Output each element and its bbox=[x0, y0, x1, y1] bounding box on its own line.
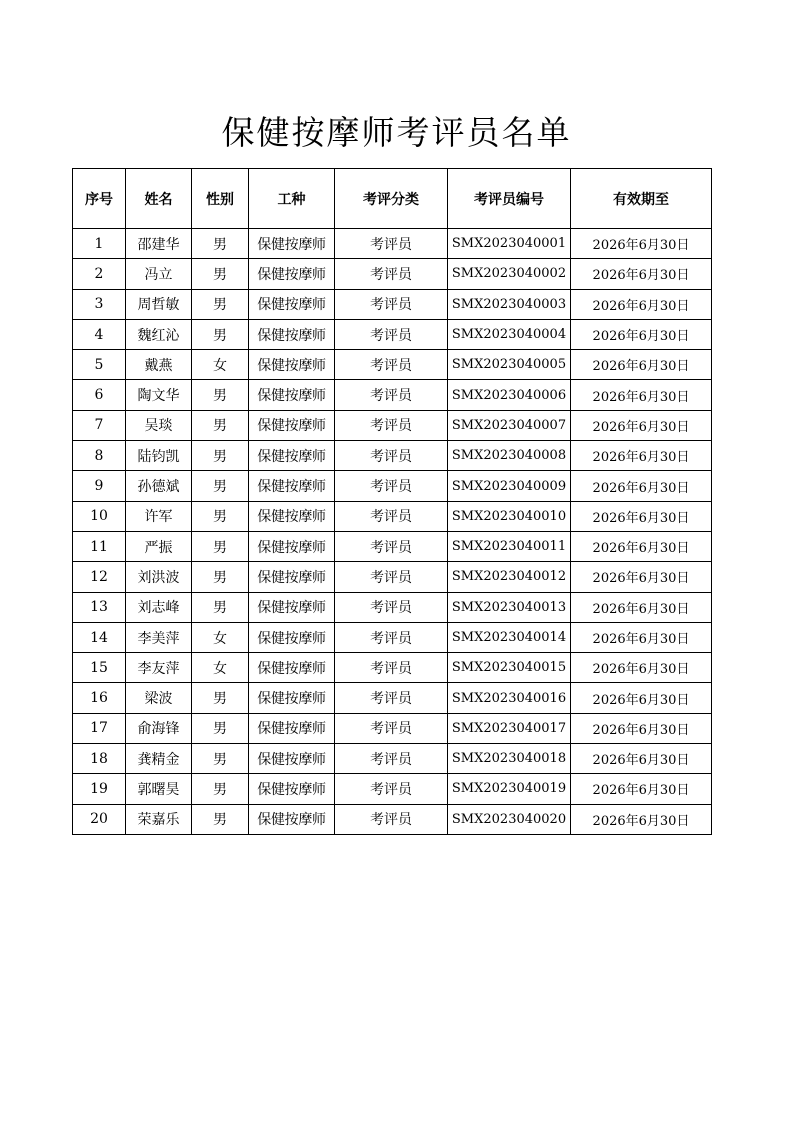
cell-name: 吴琰 bbox=[126, 410, 192, 440]
cell-category: 考评员 bbox=[335, 713, 448, 743]
cell-category: 考评员 bbox=[335, 622, 448, 652]
cell-gender: 男 bbox=[192, 501, 249, 531]
table-row bbox=[73, 350, 712, 380]
cell-code: SMX2023040001 bbox=[448, 229, 571, 259]
cell-gender: 男 bbox=[192, 319, 249, 349]
cell-code: SMX2023040002 bbox=[448, 259, 571, 289]
column-header-category: 考评分类 bbox=[335, 169, 448, 229]
cell-valid: 2026年6月30日 bbox=[571, 713, 712, 743]
cell-gender: 男 bbox=[192, 683, 249, 713]
column-header-no: 序号 bbox=[73, 169, 126, 229]
cell-name: 俞海锋 bbox=[126, 713, 192, 743]
cell-no: 10 bbox=[73, 501, 126, 531]
cell-name: 刘志峰 bbox=[126, 592, 192, 622]
table-row bbox=[73, 410, 712, 440]
cell-no: 6 bbox=[73, 380, 126, 410]
cell-category: 考评员 bbox=[335, 562, 448, 592]
cell-no: 19 bbox=[73, 774, 126, 804]
cell-type: 保健按摩师 bbox=[249, 501, 335, 531]
table-row bbox=[73, 259, 712, 289]
table-row bbox=[73, 744, 712, 774]
cell-name: 龚精金 bbox=[126, 744, 192, 774]
cell-category: 考评员 bbox=[335, 683, 448, 713]
cell-code: SMX2023040006 bbox=[448, 380, 571, 410]
cell-category: 考评员 bbox=[335, 592, 448, 622]
cell-name: 刘洪波 bbox=[126, 562, 192, 592]
table-row bbox=[73, 774, 712, 804]
cell-gender: 女 bbox=[192, 653, 249, 683]
cell-name: 邵建华 bbox=[126, 229, 192, 259]
cell-type: 保健按摩师 bbox=[249, 653, 335, 683]
cell-no: 15 bbox=[73, 653, 126, 683]
cell-name: 戴燕 bbox=[126, 350, 192, 380]
cell-code: SMX2023040011 bbox=[448, 531, 571, 561]
cell-name: 郭曙昊 bbox=[126, 774, 192, 804]
cell-category: 考评员 bbox=[335, 531, 448, 561]
cell-valid: 2026年6月30日 bbox=[571, 380, 712, 410]
cell-valid: 2026年6月30日 bbox=[571, 471, 712, 501]
table-row bbox=[73, 562, 712, 592]
cell-valid: 2026年6月30日 bbox=[571, 229, 712, 259]
cell-code: SMX2023040017 bbox=[448, 713, 571, 743]
cell-no: 7 bbox=[73, 410, 126, 440]
cell-no: 8 bbox=[73, 441, 126, 471]
cell-type: 保健按摩师 bbox=[249, 804, 335, 834]
cell-no: 1 bbox=[73, 229, 126, 259]
cell-code: SMX2023040020 bbox=[448, 804, 571, 834]
column-header-name: 姓名 bbox=[126, 169, 192, 229]
cell-type: 保健按摩师 bbox=[249, 410, 335, 440]
cell-gender: 男 bbox=[192, 744, 249, 774]
cell-gender: 女 bbox=[192, 350, 249, 380]
cell-category: 考评员 bbox=[335, 471, 448, 501]
cell-gender: 女 bbox=[192, 622, 249, 652]
table-body bbox=[73, 229, 712, 835]
cell-name: 冯立 bbox=[126, 259, 192, 289]
cell-type: 保健按摩师 bbox=[249, 259, 335, 289]
table-row bbox=[73, 683, 712, 713]
cell-type: 保健按摩师 bbox=[249, 319, 335, 349]
cell-valid: 2026年6月30日 bbox=[571, 683, 712, 713]
cell-name: 陶文华 bbox=[126, 380, 192, 410]
cell-category: 考评员 bbox=[335, 259, 448, 289]
cell-category: 考评员 bbox=[335, 501, 448, 531]
cell-no: 16 bbox=[73, 683, 126, 713]
cell-type: 保健按摩师 bbox=[249, 683, 335, 713]
cell-category: 考评员 bbox=[335, 441, 448, 471]
cell-category: 考评员 bbox=[335, 380, 448, 410]
column-header-type: 工种 bbox=[249, 169, 335, 229]
cell-category: 考评员 bbox=[335, 804, 448, 834]
table-row bbox=[73, 713, 712, 743]
cell-category: 考评员 bbox=[335, 653, 448, 683]
cell-category: 考评员 bbox=[335, 410, 448, 440]
cell-valid: 2026年6月30日 bbox=[571, 592, 712, 622]
cell-type: 保健按摩师 bbox=[249, 441, 335, 471]
cell-gender: 男 bbox=[192, 441, 249, 471]
cell-type: 保健按摩师 bbox=[249, 531, 335, 561]
cell-name: 魏红沁 bbox=[126, 319, 192, 349]
cell-code: SMX2023040005 bbox=[448, 350, 571, 380]
cell-code: SMX2023040009 bbox=[448, 471, 571, 501]
cell-gender: 男 bbox=[192, 531, 249, 561]
cell-code: SMX2023040019 bbox=[448, 774, 571, 804]
cell-no: 9 bbox=[73, 471, 126, 501]
cell-gender: 男 bbox=[192, 380, 249, 410]
cell-type: 保健按摩师 bbox=[249, 774, 335, 804]
table-row bbox=[73, 229, 712, 259]
cell-type: 保健按摩师 bbox=[249, 229, 335, 259]
cell-code: SMX2023040004 bbox=[448, 319, 571, 349]
cell-no: 3 bbox=[73, 289, 126, 319]
cell-valid: 2026年6月30日 bbox=[571, 441, 712, 471]
table-row bbox=[73, 441, 712, 471]
cell-category: 考评员 bbox=[335, 289, 448, 319]
cell-name: 李美萍 bbox=[126, 622, 192, 652]
cell-valid: 2026年6月30日 bbox=[571, 319, 712, 349]
cell-valid: 2026年6月30日 bbox=[571, 501, 712, 531]
cell-gender: 男 bbox=[192, 229, 249, 259]
cell-type: 保健按摩师 bbox=[249, 713, 335, 743]
cell-name: 孙德斌 bbox=[126, 471, 192, 501]
cell-valid: 2026年6月30日 bbox=[571, 531, 712, 561]
cell-no: 11 bbox=[73, 531, 126, 561]
cell-name: 陆钧凯 bbox=[126, 441, 192, 471]
cell-type: 保健按摩师 bbox=[249, 350, 335, 380]
cell-type: 保健按摩师 bbox=[249, 592, 335, 622]
table-row bbox=[73, 531, 712, 561]
cell-category: 考评员 bbox=[335, 350, 448, 380]
cell-category: 考评员 bbox=[335, 774, 448, 804]
table-row bbox=[73, 804, 712, 834]
cell-type: 保健按摩师 bbox=[249, 562, 335, 592]
table-row bbox=[73, 319, 712, 349]
cell-no: 2 bbox=[73, 259, 126, 289]
cell-category: 考评员 bbox=[335, 744, 448, 774]
cell-code: SMX2023040015 bbox=[448, 653, 571, 683]
cell-valid: 2026年6月30日 bbox=[571, 562, 712, 592]
cell-no: 20 bbox=[73, 804, 126, 834]
column-header-valid: 有效期至 bbox=[571, 169, 712, 229]
cell-gender: 男 bbox=[192, 410, 249, 440]
cell-code: SMX2023040008 bbox=[448, 441, 571, 471]
examiner-table bbox=[72, 168, 712, 835]
cell-gender: 男 bbox=[192, 774, 249, 804]
cell-gender: 男 bbox=[192, 592, 249, 622]
cell-gender: 男 bbox=[192, 562, 249, 592]
cell-name: 荣嘉乐 bbox=[126, 804, 192, 834]
cell-name: 周哲敏 bbox=[126, 289, 192, 319]
column-header-gender: 性别 bbox=[192, 169, 249, 229]
cell-category: 考评员 bbox=[335, 229, 448, 259]
table-row bbox=[73, 622, 712, 652]
cell-code: SMX2023040013 bbox=[448, 592, 571, 622]
cell-valid: 2026年6月30日 bbox=[571, 410, 712, 440]
table-row bbox=[73, 289, 712, 319]
cell-name: 许军 bbox=[126, 501, 192, 531]
cell-code: SMX2023040014 bbox=[448, 622, 571, 652]
cell-valid: 2026年6月30日 bbox=[571, 259, 712, 289]
cell-no: 18 bbox=[73, 744, 126, 774]
cell-valid: 2026年6月30日 bbox=[571, 804, 712, 834]
cell-no: 17 bbox=[73, 713, 126, 743]
cell-name: 严振 bbox=[126, 531, 192, 561]
cell-valid: 2026年6月30日 bbox=[571, 289, 712, 319]
table-row bbox=[73, 653, 712, 683]
cell-gender: 男 bbox=[192, 804, 249, 834]
cell-code: SMX2023040018 bbox=[448, 744, 571, 774]
column-header-code: 考评员编号 bbox=[448, 169, 571, 229]
cell-category: 考评员 bbox=[335, 319, 448, 349]
cell-no: 14 bbox=[73, 622, 126, 652]
cell-no: 4 bbox=[73, 319, 126, 349]
cell-code: SMX2023040007 bbox=[448, 410, 571, 440]
table-row bbox=[73, 501, 712, 531]
cell-type: 保健按摩师 bbox=[249, 380, 335, 410]
cell-no: 5 bbox=[73, 350, 126, 380]
cell-type: 保健按摩师 bbox=[249, 289, 335, 319]
cell-name: 梁波 bbox=[126, 683, 192, 713]
cell-gender: 男 bbox=[192, 713, 249, 743]
cell-code: SMX2023040010 bbox=[448, 501, 571, 531]
cell-code: SMX2023040016 bbox=[448, 683, 571, 713]
cell-type: 保健按摩师 bbox=[249, 744, 335, 774]
cell-name: 李友萍 bbox=[126, 653, 192, 683]
table-row bbox=[73, 471, 712, 501]
cell-code: SMX2023040003 bbox=[448, 289, 571, 319]
cell-valid: 2026年6月30日 bbox=[571, 653, 712, 683]
table-row bbox=[73, 592, 712, 622]
page-title: 保健按摩师考评员名单 bbox=[221, 113, 572, 152]
table-row bbox=[73, 380, 712, 410]
cell-gender: 男 bbox=[192, 471, 249, 501]
cell-code: SMX2023040012 bbox=[448, 562, 571, 592]
cell-valid: 2026年6月30日 bbox=[571, 774, 712, 804]
cell-type: 保健按摩师 bbox=[249, 471, 335, 501]
cell-valid: 2026年6月30日 bbox=[571, 350, 712, 380]
cell-no: 12 bbox=[73, 562, 126, 592]
cell-type: 保健按摩师 bbox=[249, 622, 335, 652]
table-header-row bbox=[73, 169, 712, 229]
cell-gender: 男 bbox=[192, 289, 249, 319]
cell-gender: 男 bbox=[192, 259, 249, 289]
cell-valid: 2026年6月30日 bbox=[571, 744, 712, 774]
cell-no: 13 bbox=[73, 592, 126, 622]
cell-valid: 2026年6月30日 bbox=[571, 622, 712, 652]
